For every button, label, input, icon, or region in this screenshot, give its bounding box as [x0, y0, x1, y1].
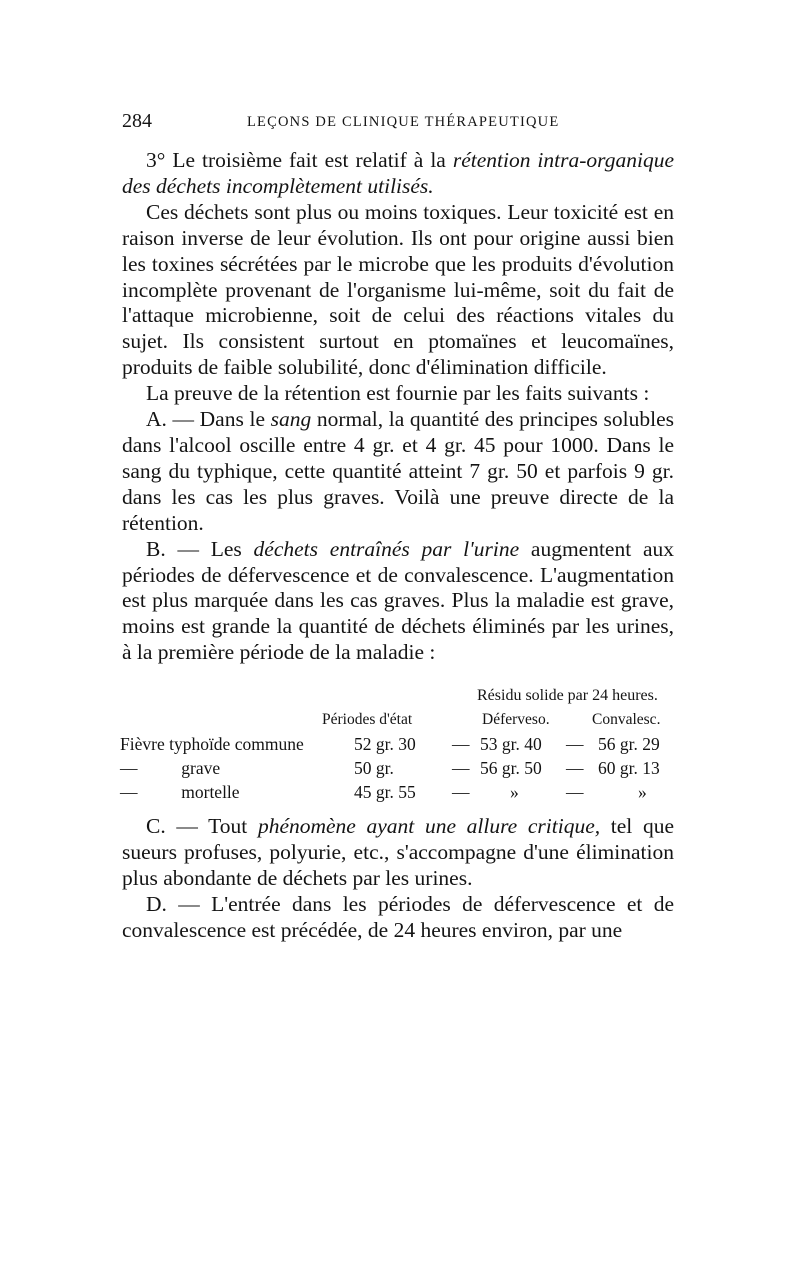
- paragraph-c-text: tel que sueurs profuses, polyurie, etc., s'accompagne d'une élimination plus abondante de déchets par les urines.: [122, 814, 674, 890]
- cell-defervescence: 53 gr. 40: [480, 734, 542, 755]
- cell-dash: —: [566, 758, 584, 779]
- paragraph-c-lead: C. — Tout: [146, 814, 258, 839]
- paragraph-b-lead: B. — Les: [146, 536, 254, 561]
- cell-etat: 45 gr. 55: [354, 782, 416, 803]
- paragraph-3-text: 3° Le troisième fait est relatif à la: [146, 148, 453, 172]
- paragraph-dechets: Ces déchets sont plus ou moins toxiques. Leur toxicité est en raison inverse de leur évolution. Ils ont pour origine aussi bien les toxines sécrétées par le microbe que les produits d'évolution incomplète provenant de l'organisme lui-même, soit du fait de l'attaque microbienne, soit de celui des réactions vitales du sujet. Ils consistent surtout en ptomaïnes et leucomaïnes, produits de faible solubilité, donc d'élimination difficile.: [122, 199, 674, 380]
- column-header-etat: Périodes d'état: [322, 711, 413, 729]
- paragraph-a-italic: sang: [270, 407, 312, 432]
- cell-dash: —: [452, 782, 470, 803]
- cell-convalescence: 60 gr. 13: [598, 758, 660, 779]
- paragraph-3-italic: rétention intra-organique des déchets incomplètement utilisés.: [122, 148, 674, 198]
- table-caption-row: [122, 684, 674, 708]
- column-header-convalescence: Convalesc.: [592, 711, 661, 729]
- row-label: — mortelle: [120, 782, 240, 803]
- paragraph-a-lead: A. — Dans le: [146, 407, 271, 432]
- cell-dash: —: [566, 782, 584, 803]
- paragraph-b-text: augmentent aux périodes de défervescence et de convalescence. L'augmentation est plus marquée dans les cas graves. Plus la maladie est grave, moins est grande la quantité de déchets éliminés par les urines, à la première période de la maladie :: [122, 536, 675, 665]
- cell-dash: —: [452, 758, 470, 779]
- table-row: [122, 780, 674, 804]
- paragraph-b-italic: déchets entraînés par l'urine: [253, 536, 520, 561]
- paragraph-a: [122, 407, 674, 537]
- page-header: [122, 110, 682, 138]
- paragraph-preuve: La preuve de la rétention est fournie par les faits suivants :: [146, 381, 650, 406]
- paragraph-c-italic: phénomène ayant une allure critique,: [257, 814, 601, 839]
- cell-dash: —: [566, 734, 584, 755]
- cell-etat: 50 gr.: [354, 758, 394, 779]
- residue-table: [122, 684, 674, 804]
- table-header-row: [122, 708, 674, 732]
- cell-convalescence: 56 gr. 29: [598, 734, 660, 755]
- cell-defervescence: 56 gr. 50: [480, 758, 542, 779]
- paragraph-b: [122, 537, 674, 667]
- column-header-defervescence: Déferveso.: [482, 711, 550, 729]
- paragraph-c: [122, 814, 674, 892]
- page-number: 284: [122, 110, 152, 132]
- cell-etat: 52 gr. 30: [354, 734, 416, 755]
- table-row: [122, 756, 674, 780]
- paragraph-d: D. — L'entrée dans les périodes de défervescence et de convalescence est précédée, de 24 heures environ, par une: [122, 891, 674, 942]
- cell-convalescence: »: [638, 782, 647, 803]
- row-label: Fièvre typhoïde commune: [120, 734, 304, 755]
- paragraph-a-text: normal, la quantité des principes solubles dans l'alcool oscille entre 4 gr. et 4 gr. 45 pour 1000. Dans le sang du typhique, cette quantité atteint 7 gr. 50 et parfois 9 gr. dans les cas les plus graves. Voilà une preuve directe de la rétention.: [122, 407, 674, 535]
- table-caption: Résidu solide par 24 heures.: [477, 687, 658, 705]
- row-label: — grave: [120, 758, 221, 779]
- paragraph-3: [122, 148, 674, 200]
- running-title: LEÇONS DE CLINIQUE THÉRAPEUTIQUE: [247, 114, 560, 130]
- cell-dash: —: [452, 734, 470, 755]
- page-body: [122, 148, 674, 944]
- cell-defervescence: »: [510, 782, 519, 803]
- table-row: [122, 732, 674, 756]
